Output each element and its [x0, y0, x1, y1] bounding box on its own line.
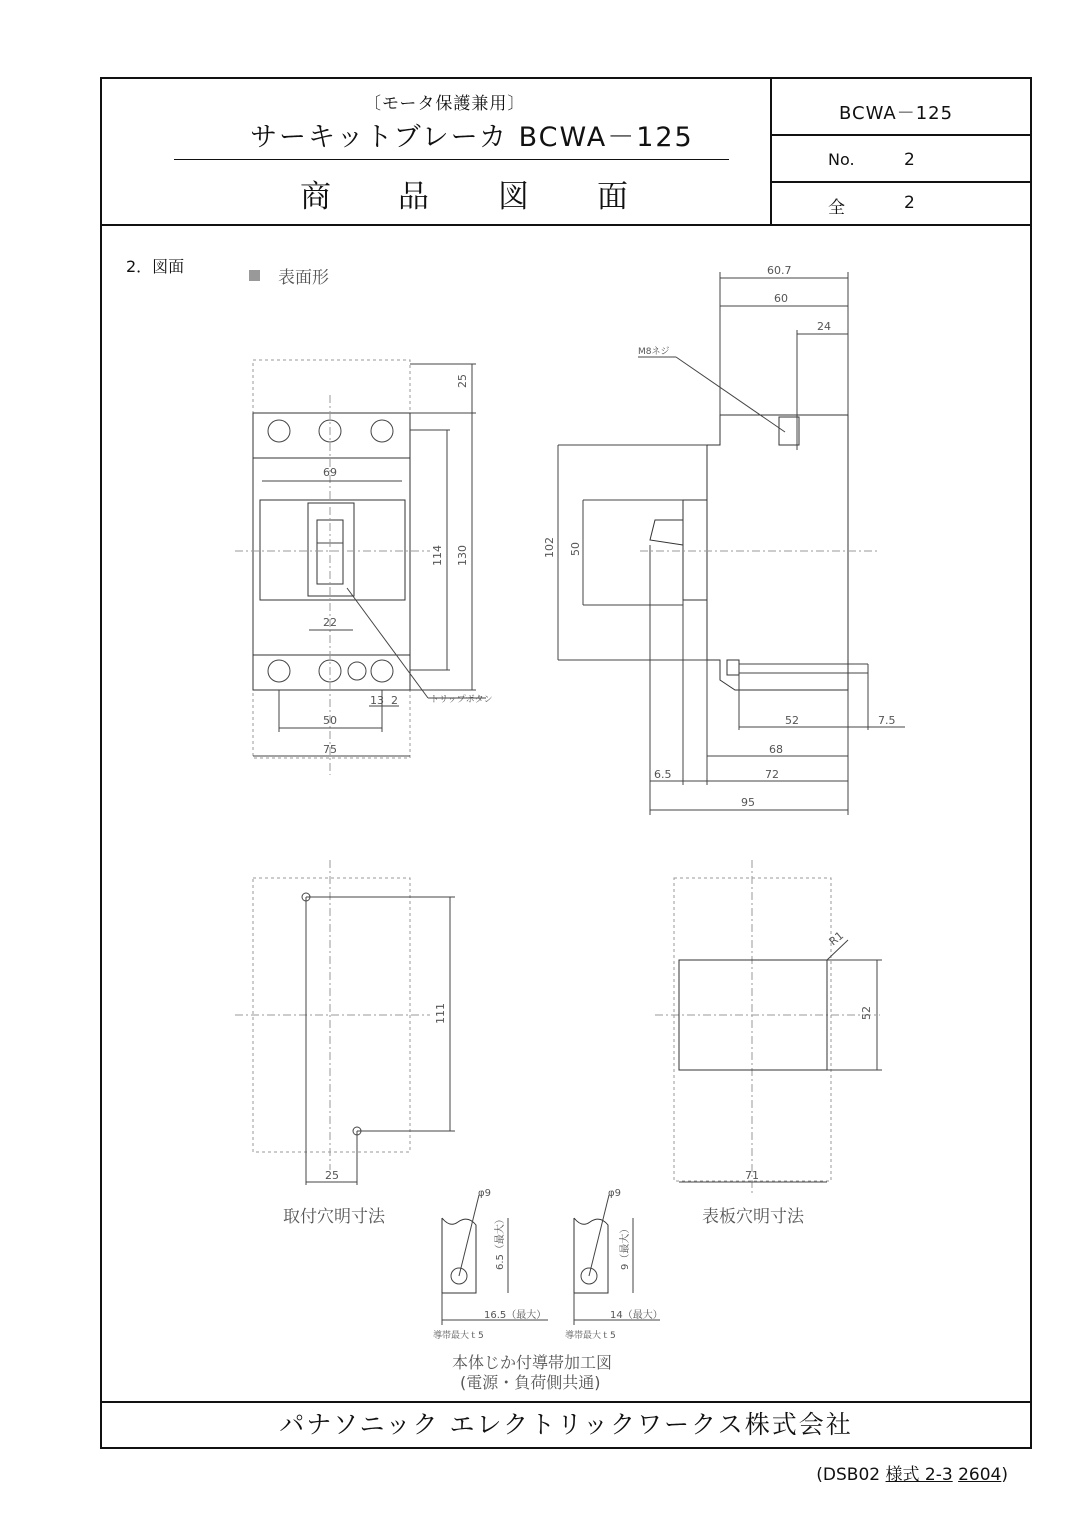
- model-number: BCWA－125: [839, 103, 954, 124]
- side-handle: [650, 520, 683, 545]
- dim-side-60: 60: [774, 292, 788, 305]
- square-icon: [249, 270, 260, 281]
- dim-front-69: 69: [323, 466, 337, 479]
- busbar-note-1: 導帯最大ｔ5: [433, 1331, 484, 1341]
- terminal-screw-bottom-3: [371, 660, 393, 682]
- dim-mount-111: 111: [434, 1003, 447, 1024]
- terminal-screw-bottom-1: [268, 660, 290, 682]
- dim-bus1-phi: φ9: [478, 1188, 491, 1199]
- m8-label: M8ネジ: [638, 347, 670, 357]
- front-view-label: 表面形: [278, 268, 329, 288]
- busbar-note-2: 導帯最大ｔ5: [565, 1331, 616, 1341]
- dim-bus1-165: 16.5（最大）: [484, 1310, 547, 1321]
- busbar-detail-2: [565, 1188, 663, 1341]
- dim-side-24: 24: [817, 320, 831, 333]
- dim-bus2-phi: φ9: [608, 1188, 621, 1199]
- terminal-screw-top-1: [268, 420, 290, 442]
- total-label: 全: [828, 198, 845, 218]
- subtitle: 〔モータ保護兼用〕: [364, 94, 526, 114]
- dim-front-75: 75: [323, 743, 337, 756]
- busbar-title: 本体じか付導帯加工図: [452, 1353, 613, 1372]
- dim-mount-25: 25: [325, 1169, 339, 1182]
- dim-side-65: 6.5: [654, 768, 672, 781]
- company-name: パナソニック エレクトリックワークス株式会社: [102, 1401, 1030, 1447]
- total-value: 2: [904, 193, 915, 213]
- product-title: サーキットブレーカ BCWA－125: [250, 122, 694, 153]
- section-heading: 2．図面: [126, 257, 185, 276]
- dim-front-2: 2: [391, 694, 398, 707]
- form-prefix: (DSB02: [816, 1465, 886, 1485]
- dim-side-52: 52: [785, 714, 799, 727]
- no-label: No.: [828, 150, 855, 169]
- mounting-hole-view: [235, 860, 455, 1227]
- dim-front-22: 22: [323, 616, 337, 629]
- dim-front-25: 25: [456, 374, 469, 388]
- trip-button-label: トリップボタン: [430, 695, 493, 705]
- dim-bus1-65: 6.5（最大）: [495, 1214, 506, 1270]
- no-value: 2: [904, 150, 915, 170]
- m8-screw: [779, 417, 799, 445]
- dim-side-607: 60.7: [767, 264, 792, 277]
- terminal-screw-bottom-small: [348, 662, 366, 680]
- dim-front-114: 114: [431, 545, 444, 566]
- form-code: 2604: [958, 1465, 1002, 1485]
- kanji-1: 商: [300, 179, 331, 215]
- dim-side-102: 102: [543, 537, 556, 558]
- dim-side-68: 68: [769, 743, 783, 756]
- terminal-screw-top-3: [371, 420, 393, 442]
- dim-panel-71: 71: [745, 1169, 759, 1182]
- form-number: [816, 1460, 1008, 1485]
- dim-panel-52: 52: [860, 1006, 873, 1020]
- front-view: [235, 360, 493, 775]
- kanji-2: 品: [398, 179, 429, 215]
- busbar-subtitle: (電源・負荷側共通): [460, 1373, 601, 1392]
- form-suffix: ): [1001, 1465, 1008, 1485]
- mount-holes-label: 取付穴明寸法: [283, 1207, 385, 1227]
- dim-front-50: 50: [323, 714, 337, 727]
- dim-bus2-14: 14（最大）: [610, 1310, 663, 1321]
- panel-holes-label: 表板穴明寸法: [702, 1207, 804, 1227]
- dim-front-13: 13: [370, 694, 384, 707]
- kanji-3: 図: [498, 179, 529, 215]
- dim-bus2-9: 9（最大）: [620, 1223, 631, 1270]
- kanji-4: 面: [597, 179, 628, 215]
- dim-side-95: 95: [741, 796, 755, 809]
- toggle-handle-frame: [308, 503, 354, 596]
- dim-side-75: 7.5: [878, 714, 896, 727]
- form-style: 様式 2-3: [885, 1465, 953, 1485]
- dim-side-50: 50: [569, 542, 582, 556]
- dim-panel-r1: R1: [826, 928, 847, 949]
- busbar-detail-1: [433, 1188, 548, 1341]
- dim-side-72: 72: [765, 768, 779, 781]
- side-view: [543, 264, 905, 815]
- panel-cutout-view: [655, 860, 882, 1227]
- dim-front-130: 130: [456, 545, 469, 566]
